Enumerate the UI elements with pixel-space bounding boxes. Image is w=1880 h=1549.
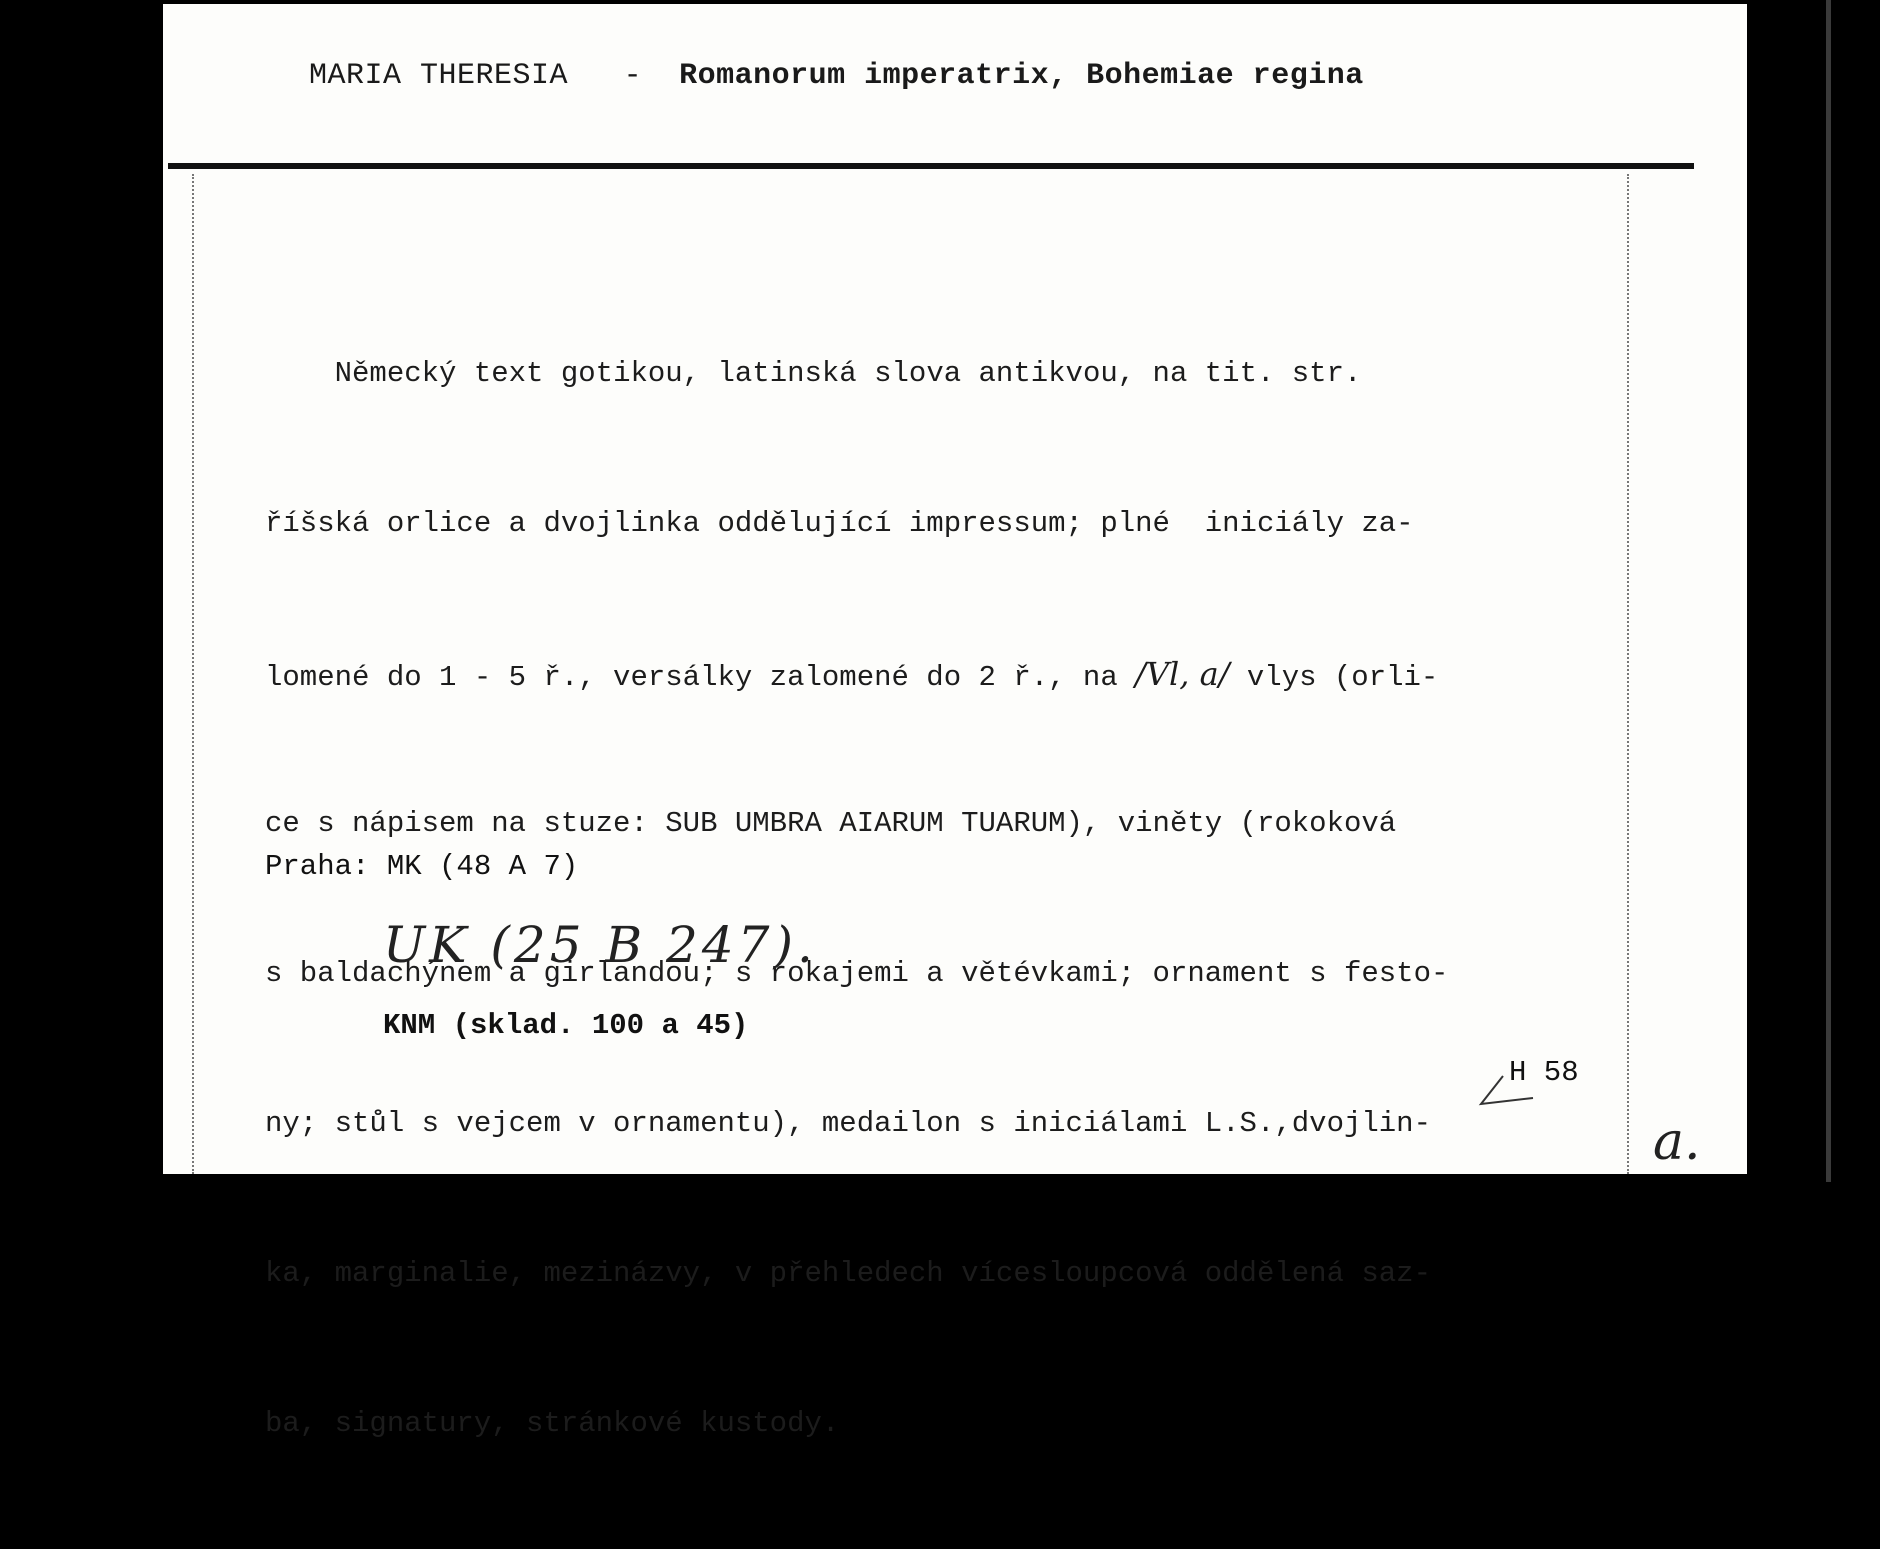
description-line-1: Německý text gotikou, latinská slova antikvou, na tit. str. xyxy=(334,357,1362,390)
location-knm: KNM (sklad. 100 a 45) xyxy=(383,1009,749,1042)
description-text xyxy=(265,249,1585,1549)
header-name: MARIA THERESIA xyxy=(309,59,569,93)
right-margin-line xyxy=(1627,174,1629,1174)
corner-mark: a. xyxy=(1653,1112,1701,1172)
catalog-card xyxy=(163,4,1747,1440)
header-rule xyxy=(168,163,1694,169)
card-header xyxy=(309,59,1364,93)
header-title: Romanorum imperatrix, Bohemiae regina xyxy=(679,59,1364,93)
description-line-8: ba, signatury, stránkové kustody. xyxy=(265,1407,840,1440)
description-line-2: říšská orlice a dvojlinka oddělující impressum; plné iniciály za- xyxy=(265,507,1414,540)
edge-strip xyxy=(1826,0,1831,1182)
location-praha-mk: Praha: MK (48 A 7) xyxy=(265,850,579,883)
description-line-3: lomené do 1 - 5 ř., versálky zalomené do 2 ř., na /Vl, a/ vlys (orli- xyxy=(265,655,1439,694)
handwritten-insert: /Vl, a/ xyxy=(1135,655,1230,693)
description-line-4: ce s nápisem na stuze: SUB UMBRA AIARUM TUARUM), viněty (rokoková xyxy=(265,807,1397,840)
shelf-mark: H 58 xyxy=(1509,1056,1579,1089)
description-line-7: ka, marginalie, mezinázvy, v přehledech vícesloupcová oddělená saz- xyxy=(265,1257,1431,1290)
description-line-6: ny; stůl s vejcem v ornamentu), medailon s iniciálami L.S.,dvojlin- xyxy=(265,1107,1431,1140)
location-uk-handwritten: UK (25 B 247). xyxy=(383,916,817,974)
left-margin-line xyxy=(192,174,194,1174)
header-dash: - xyxy=(623,59,643,93)
description-line-5: s baldachýnem a girlandou; s rokajemi a větévkami; ornament s festo- xyxy=(265,957,1449,990)
